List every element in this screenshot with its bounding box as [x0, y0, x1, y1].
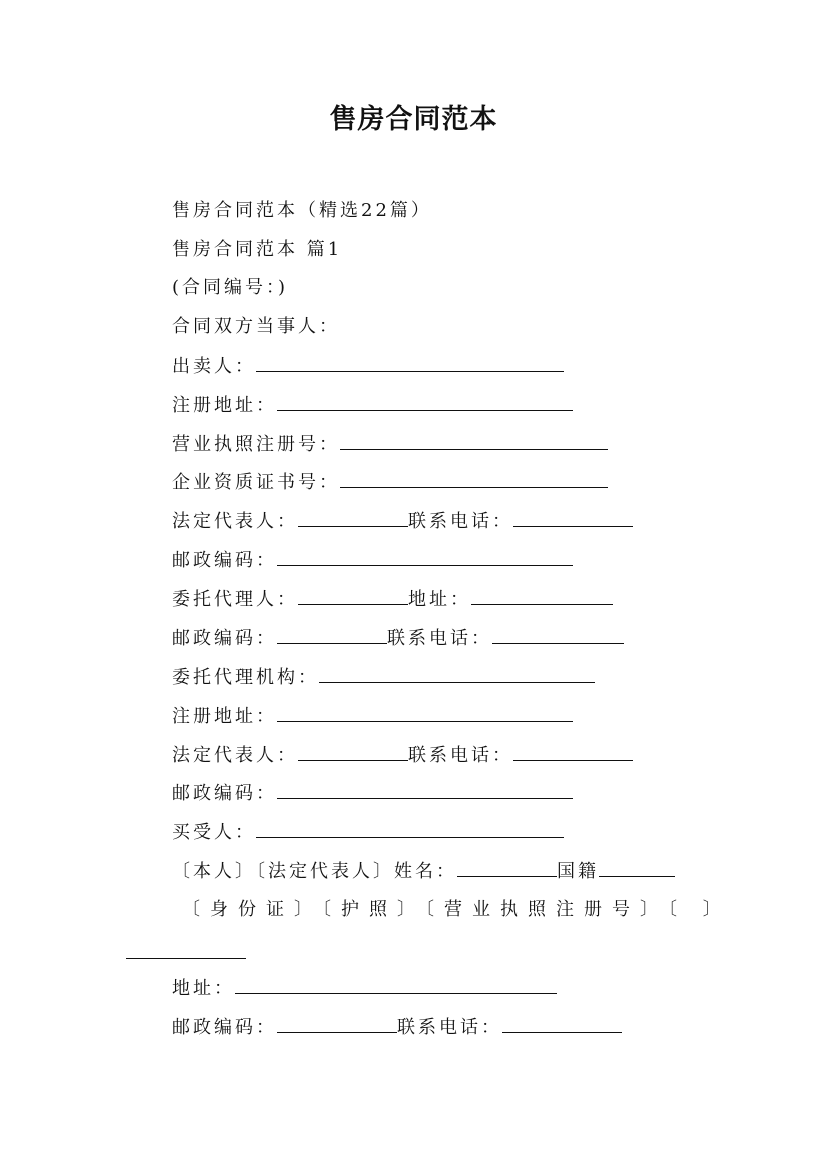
business-license-line: 营业执照注册号：	[172, 429, 608, 459]
seller-blank	[256, 351, 564, 372]
buyer-identity-line: 〔本人〕〔法定代表人〕姓名： 国籍	[172, 856, 675, 886]
part-heading: 售房合同范本 篇1	[172, 239, 343, 260]
phone-blank-4	[502, 1012, 622, 1033]
intro-line: 售房合同范本（精选22篇）	[172, 200, 432, 221]
address-blank-2	[235, 973, 557, 994]
agent-line: 委托代理人： 地址：	[172, 584, 613, 614]
agency-blank	[319, 662, 595, 683]
address-line-2: 地址：	[172, 973, 557, 1003]
reg-address-line-2: 注册地址：	[172, 701, 573, 731]
postcode-line-3: 邮政编码：	[172, 778, 573, 808]
legal-rep-line-2: 法定代表人： 联系电话：	[172, 740, 633, 770]
postcode-line-1: 邮政编码：	[172, 545, 573, 575]
buyer-blank	[256, 817, 564, 838]
reg-address-blank-2	[277, 701, 573, 722]
postcode-blank-4	[277, 1012, 397, 1033]
reg-address-line-1: 注册地址：	[172, 390, 573, 420]
id-number-blank	[126, 958, 246, 959]
contract-number-line: (合同编号：)	[172, 277, 289, 298]
phone-blank-1	[513, 506, 633, 527]
address-blank-1	[471, 584, 613, 605]
name-blank	[457, 856, 557, 877]
document-title: 售房合同范本	[329, 104, 498, 135]
postcode-blank-2	[277, 623, 387, 644]
agency-line: 委托代理机构：	[172, 662, 595, 692]
nationality-blank	[599, 856, 675, 877]
postcode-line-4: 邮政编码： 联系电话：	[172, 1012, 622, 1042]
phone-blank-3	[513, 740, 633, 761]
phone-blank-2	[492, 623, 624, 644]
business-license-blank	[340, 429, 608, 450]
postcode-blank-3	[277, 778, 573, 799]
buyer-line: 买受人：	[172, 817, 564, 847]
agent-blank	[298, 584, 408, 605]
legal-rep-line-1: 法定代表人： 联系电话：	[172, 506, 633, 536]
postcode-blank-1	[277, 545, 573, 566]
postcode-line-2: 邮政编码： 联系电话：	[172, 623, 624, 653]
legal-rep-blank-2	[298, 740, 408, 761]
legal-rep-blank-1	[298, 506, 408, 527]
reg-address-blank-1	[277, 390, 573, 411]
qualification-blank	[340, 467, 608, 488]
id-type-line: 〔身份证〕〔护照〕〔营业执照注册号〕〔 〕	[182, 899, 731, 920]
qualification-line: 企业资质证书号：	[172, 467, 608, 497]
parties-heading: 合同双方当事人：	[172, 316, 340, 337]
seller-line: 出卖人：	[172, 351, 564, 381]
